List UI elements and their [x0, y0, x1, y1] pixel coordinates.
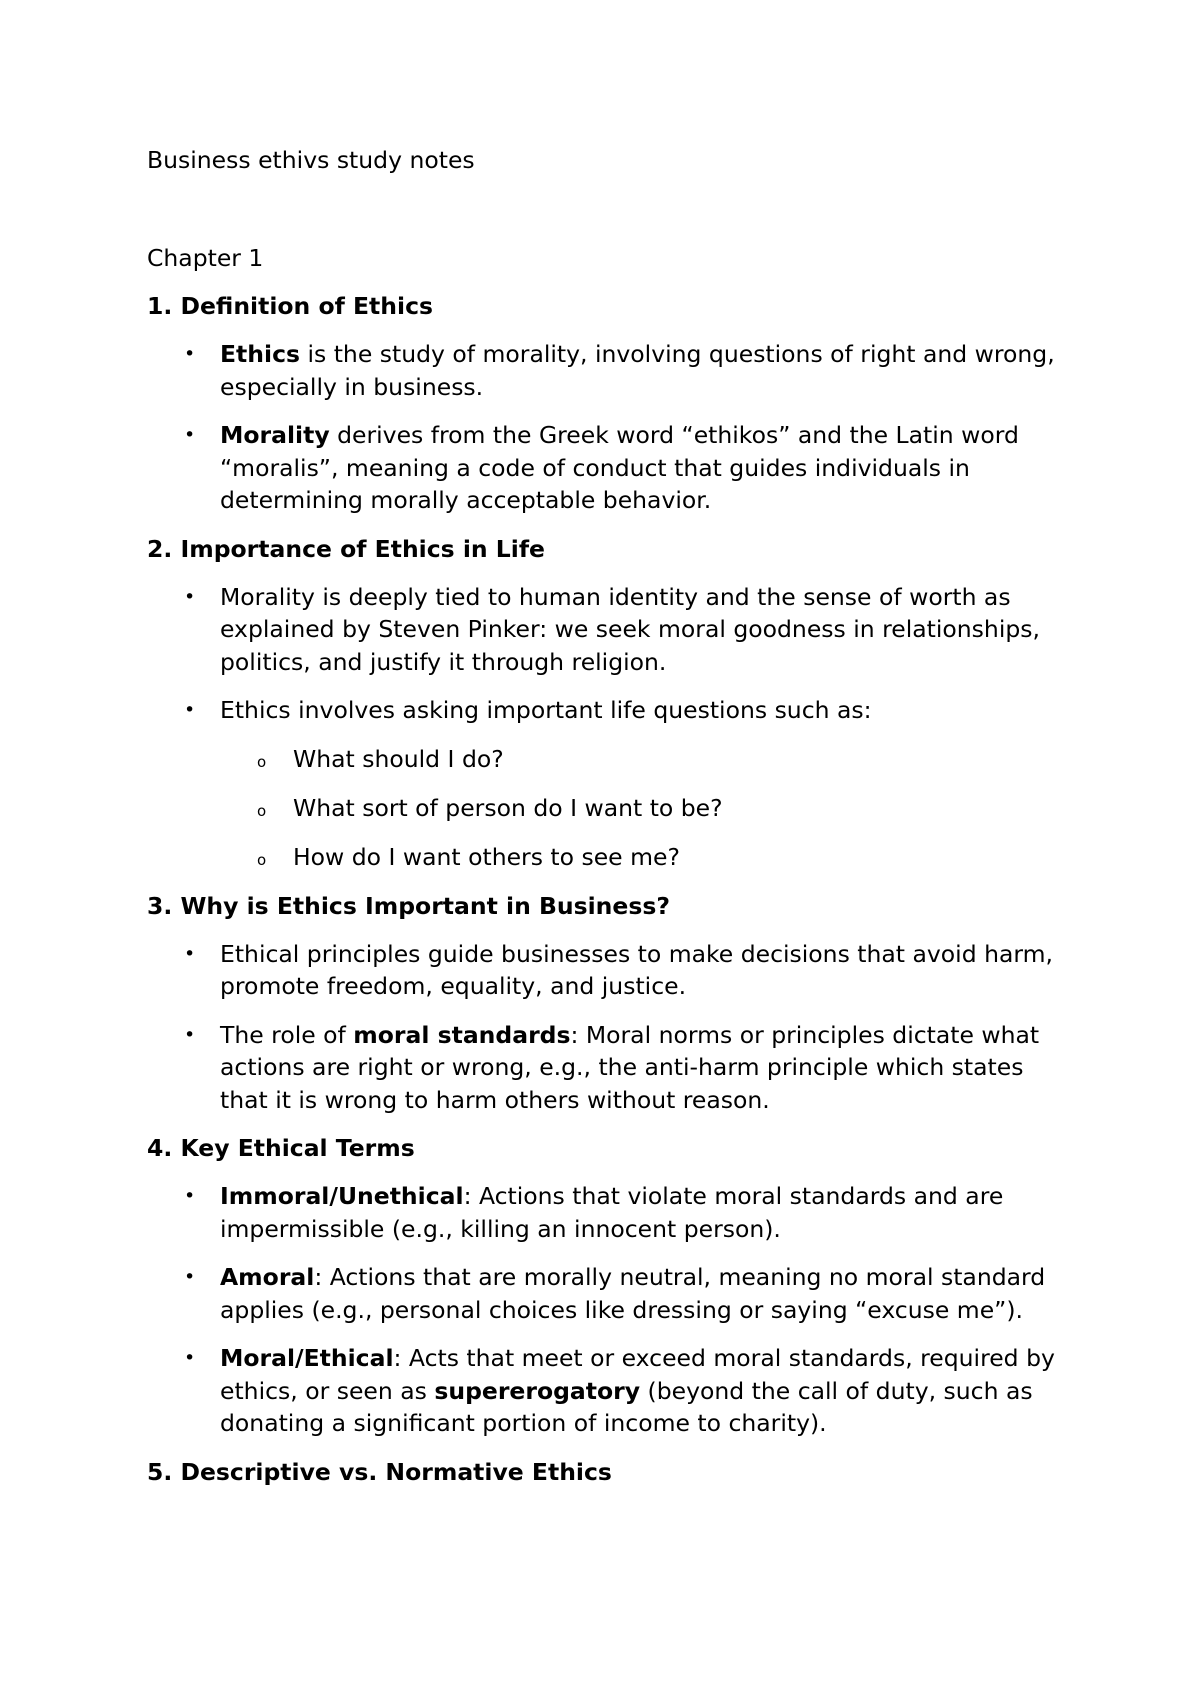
- sub-list-item: [147, 841, 1077, 873]
- bullet-icon: •: [184, 699, 196, 721]
- section-heading-importance: 2. Importance of Ethics in Life: [147, 534, 545, 563]
- list-item: [147, 1180, 1077, 1245]
- list-item-text: (beyond the call of duty, such as donating a significant portion of income to charity).: [220, 1376, 1033, 1437]
- section-heading-definition: 1. Definition of Ethics: [147, 292, 433, 320]
- list-item: [147, 694, 1077, 727]
- circle-bullet-icon: o: [257, 850, 267, 869]
- list-item: [147, 1019, 1077, 1117]
- bullet-icon: •: [184, 1185, 196, 1207]
- list-item: [147, 419, 1077, 517]
- sub-list-item-text: What should I do?: [293, 744, 504, 773]
- list-item-text: : Actions that are morally neutral, meaning no moral standard applies (e.g., personal choices like dressing or saying “excuse me”).: [220, 1263, 1046, 1324]
- bullet-icon: •: [184, 1347, 196, 1369]
- list-item-text: Morality is deeply tied to human identity and the sense of worth as explained by Steven Pinker: we seek moral goodness in relationships, politics, and justify it through religion.: [220, 582, 1040, 676]
- list-item-text-prefix: The role of: [220, 1020, 354, 1049]
- term-bold: Moral/Ethical: [220, 1344, 394, 1372]
- term-bold: Amoral: [220, 1263, 315, 1291]
- list-item-text: Ethical principles guide businesses to make decisions that avoid harm, promote freedom, equality, and justice.: [220, 939, 1053, 1000]
- list-item-text: : Moral norms or principles dictate what actions are right or wrong, e.g., the anti-harm principle which states that it is wrong to harm others without reason.: [220, 1020, 1040, 1114]
- chapter-label: Chapter 1: [147, 244, 264, 272]
- document-title: Business ethivs study notes: [147, 146, 475, 174]
- bullet-icon: •: [184, 1023, 196, 1046]
- list-item-text: : Acts that meet or exceed moral standards, required by ethics, or seen as: [220, 1344, 1055, 1405]
- list-item-text: derives from the Greek word “ethikos” and the Latin word “moralis”, meaning a code of conduct that guides individuals in determining morally acceptable behavior.: [220, 421, 1019, 514]
- term-bold: Morality: [220, 421, 330, 449]
- circle-bullet-icon: o: [257, 801, 267, 820]
- bullet-icon: •: [184, 1266, 196, 1288]
- document-body: [147, 290, 1077, 1504]
- list-item: [147, 338, 1077, 403]
- sub-list-item-text: How do I want others to see me?: [293, 842, 680, 871]
- list-item-text: is the study of morality, involving questions of right and wrong, especially in business.: [220, 340, 1055, 401]
- list-item: [147, 581, 1077, 679]
- bullet-icon: •: [184, 585, 196, 608]
- bullet-icon: •: [184, 942, 196, 965]
- list-item-text: : Actions that violate moral standards and are impermissible (e.g., killing an innocent person).: [220, 1182, 1004, 1243]
- term-bold: supererogatory: [434, 1376, 641, 1405]
- bullet-icon: •: [184, 424, 196, 446]
- circle-bullet-icon: o: [257, 752, 267, 771]
- term-bold: Ethics: [220, 340, 300, 368]
- list-item: [147, 1342, 1077, 1440]
- bullet-icon: •: [184, 343, 196, 365]
- section-heading-key-terms: 4. Key Ethical Terms: [147, 1134, 415, 1162]
- section-heading-descriptive-normative: 5. Descriptive vs. Normative Ethics: [147, 1457, 612, 1486]
- sub-list-item: [147, 743, 1077, 775]
- sub-list-item: [147, 792, 1077, 824]
- list-item: [147, 1261, 1077, 1326]
- list-item: [147, 938, 1077, 1003]
- list-item-text: Ethics involves asking important life questions such as:: [220, 696, 872, 724]
- term-bold: moral standards: [353, 1020, 571, 1049]
- section-heading-business: 3. Why is Ethics Important in Business?: [147, 891, 670, 920]
- term-bold: Immoral/Unethical: [220, 1182, 464, 1210]
- sub-list-item-text: What sort of person do I want to be?: [293, 793, 723, 822]
